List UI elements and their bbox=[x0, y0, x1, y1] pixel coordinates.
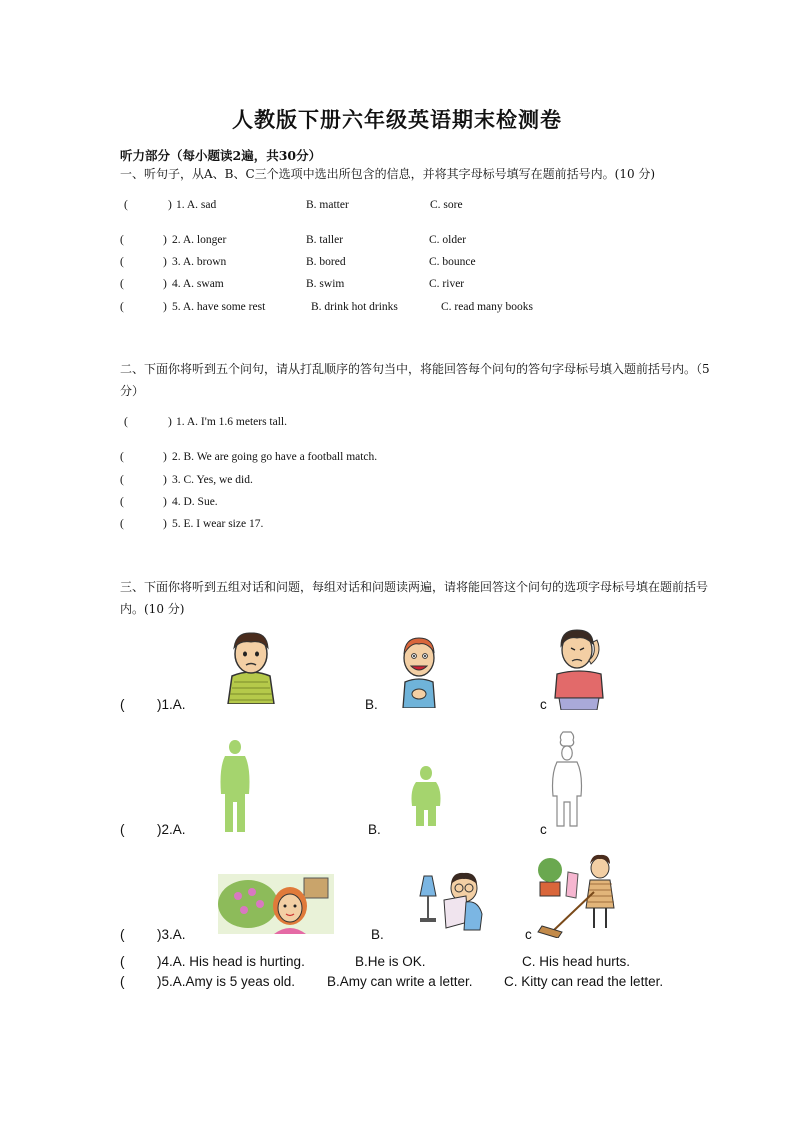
answer-bracket-open[interactable]: ( bbox=[120, 822, 125, 837]
girl-sweeping-picture bbox=[534, 852, 624, 938]
answer-bracket-open[interactable]: ( bbox=[120, 697, 125, 712]
question-text: 4. D. Sue. bbox=[172, 496, 218, 508]
question-option-b: B. taller bbox=[306, 234, 344, 246]
answer-bracket-close: ) bbox=[168, 416, 172, 428]
answer-bracket-close: ) bbox=[163, 234, 167, 246]
short-silhouette-picture bbox=[408, 764, 444, 828]
answer-bracket-close: ) bbox=[163, 474, 167, 486]
question-option-c: C. Kitty can read the letter. bbox=[504, 974, 664, 989]
question-option-c: C. sore bbox=[430, 199, 463, 211]
girl-flowers-picture bbox=[218, 874, 334, 934]
boy-sad-picture bbox=[218, 626, 284, 704]
answer-bracket-open[interactable]: ( bbox=[120, 496, 124, 508]
answer-bracket-open[interactable]: ( bbox=[120, 256, 124, 268]
question-option-a: 3. A. brown bbox=[172, 256, 227, 268]
picture-question-label: )2.A. bbox=[157, 822, 186, 837]
question-option-a: 4. A. swam bbox=[172, 278, 224, 290]
answer-bracket-open[interactable]: ( bbox=[120, 234, 124, 246]
question-option-a: )5.A.Amy is 5 yeas old. bbox=[157, 974, 296, 989]
question-text: 2. B. We are going go have a football match. bbox=[172, 451, 378, 463]
answer-bracket-close: ) bbox=[163, 256, 167, 268]
answer-bracket-close: ) bbox=[168, 199, 172, 211]
question-option-b: B. swim bbox=[306, 278, 345, 290]
question-text: 5. E. I wear size 17. bbox=[172, 518, 264, 530]
picture-option-b-label: B. bbox=[371, 927, 384, 942]
picture-option-b-label: B. bbox=[365, 697, 378, 712]
question-option-c: C. read many books bbox=[441, 301, 533, 313]
answer-bracket-open[interactable]: ( bbox=[124, 416, 128, 428]
tall-silhouette-picture bbox=[215, 738, 255, 834]
question-option-b: B. matter bbox=[306, 199, 349, 211]
question-option-c: C. bounce bbox=[429, 256, 476, 268]
section1-instruction: 一、听句子，从A、B、C三个选项中选出所包含的信息，并将其字母标号填写在题前括号内。(10 分) bbox=[120, 167, 656, 181]
page-title: 人教版下册六年级英语期末检测卷 bbox=[232, 107, 562, 132]
section3-instruction: 三、下面你将听到五组对话和问题，每组对话和问题读两遍，请将能回答这个问句的选项字母标号填在题前括号内。(10 分) bbox=[120, 580, 709, 616]
section2-instruction: 二、下面你将听到五个问句，请从打乱顺序的答句当中，将能回答每个问句的答句字母标号填入题前括号内。（5 分） bbox=[120, 362, 710, 398]
boy-reading-picture bbox=[418, 870, 488, 934]
answer-bracket-close: ) bbox=[163, 451, 167, 463]
question-text: 1. A. I'm 1.6 meters tall. bbox=[176, 416, 287, 428]
picture-option-c-label: c bbox=[540, 822, 547, 837]
answer-bracket-close: ) bbox=[163, 496, 167, 508]
answer-bracket-close: ) bbox=[163, 278, 167, 290]
answer-bracket-open[interactable]: ( bbox=[120, 518, 124, 530]
question-option-c: C. His head hurts. bbox=[522, 954, 631, 969]
question-option-a: 5. A. have some rest bbox=[172, 301, 266, 313]
answer-bracket-open[interactable]: ( bbox=[120, 474, 124, 486]
answer-bracket-open[interactable]: ( bbox=[120, 974, 125, 989]
question-option-a: )4.A. His head is hurting. bbox=[157, 954, 305, 969]
answer-bracket-open[interactable]: ( bbox=[120, 451, 124, 463]
boy-headache-picture bbox=[547, 624, 611, 710]
answer-bracket-open[interactable]: ( bbox=[120, 301, 124, 313]
answer-bracket-close: ) bbox=[163, 301, 167, 313]
outline-silhouette-picture bbox=[549, 730, 585, 828]
question-option-b: B.Amy can write a letter. bbox=[327, 974, 473, 989]
question-option-b: B. bored bbox=[306, 256, 346, 268]
picture-question-label: )1.A. bbox=[157, 697, 186, 712]
question-option-b: B. drink hot drinks bbox=[311, 301, 398, 313]
listening-heading: 听力部分（每小题读2遍，共30分） bbox=[120, 148, 322, 163]
answer-bracket-open[interactable]: ( bbox=[120, 954, 125, 969]
question-text: 3. C. Yes, we did. bbox=[172, 474, 253, 486]
question-option-b: B.He is OK. bbox=[355, 954, 426, 969]
answer-bracket-open[interactable]: ( bbox=[120, 927, 125, 942]
question-option-a: 2. A. longer bbox=[172, 234, 227, 246]
picture-option-c-label: c bbox=[525, 927, 532, 942]
answer-bracket-close: ) bbox=[163, 518, 167, 530]
picture-option-b-label: B. bbox=[368, 822, 381, 837]
question-option-c: C. older bbox=[429, 234, 467, 246]
answer-bracket-open[interactable]: ( bbox=[124, 199, 128, 211]
question-option-a: 1. A. sad bbox=[176, 199, 217, 211]
picture-option-c-label: c bbox=[540, 697, 547, 712]
answer-bracket-open[interactable]: ( bbox=[120, 278, 124, 290]
boy-happy-picture bbox=[397, 630, 441, 708]
picture-question-label: )3.A. bbox=[157, 927, 186, 942]
question-option-c: C. river bbox=[429, 278, 465, 290]
